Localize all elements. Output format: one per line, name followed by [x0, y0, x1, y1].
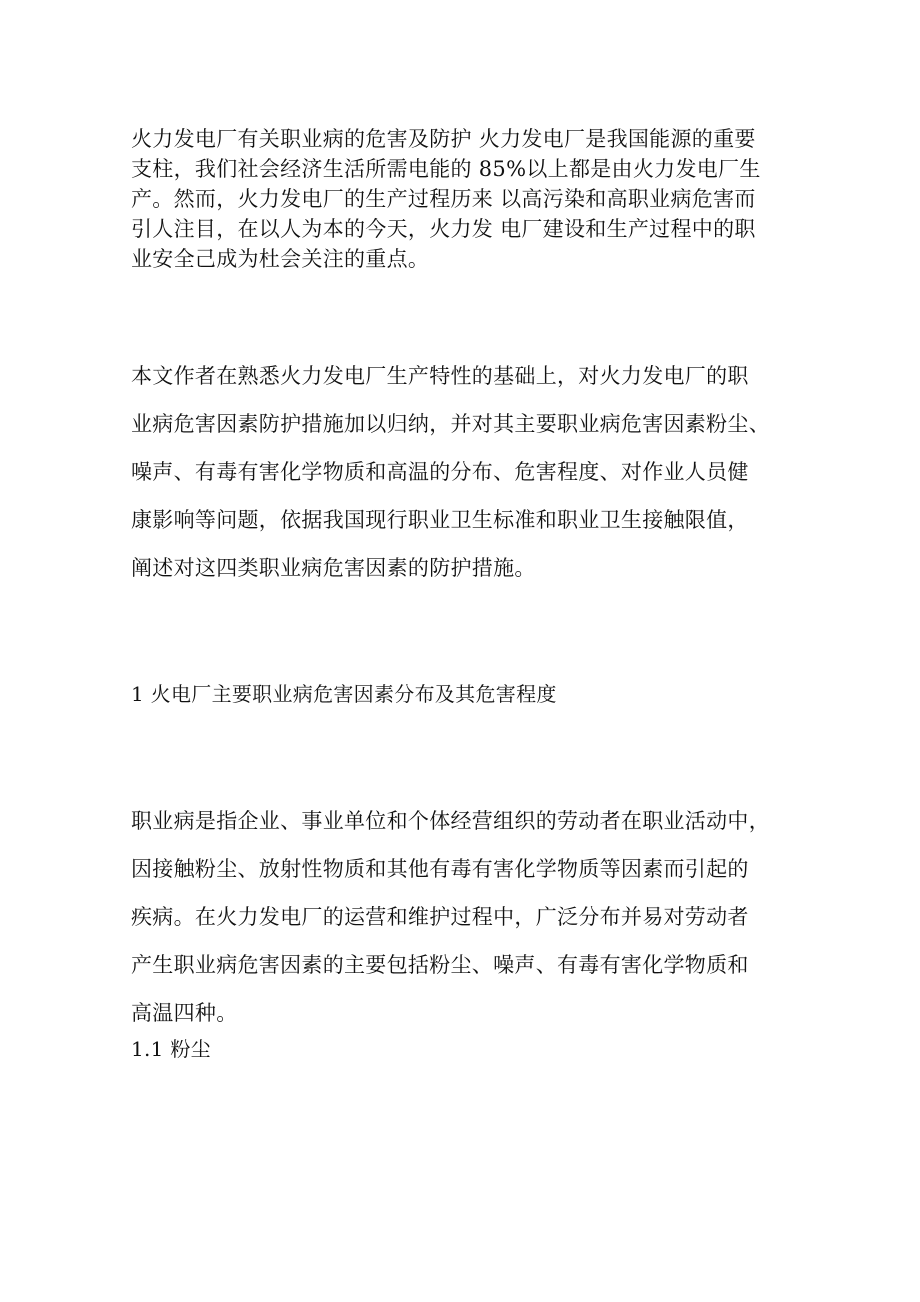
subsection-heading: 1.1 粉尘 [131, 1037, 211, 1061]
paragraph-line: 职业病是指企业、事业单位和个体经营组织的劳动者在职业活动中， [131, 809, 770, 833]
paragraph-line: 噪声、有毒有害化学物质和高温的分布、危害程度、对作业人员健 [131, 460, 749, 484]
paragraph-line: 阐述对这四类职业病危害因素的防护措施。 [131, 556, 536, 580]
paragraph-line: 康影响等问题，依据我国现行职业卫生标准和职业卫生接触限值， [131, 508, 749, 532]
paragraph-line: 产生职业病危害因素的主要包括粉尘、噪声、有毒有害化学物质和 [131, 953, 749, 977]
intro-line: 业安全己成为杜会关注的重点。 [131, 247, 430, 271]
paragraph-line: 业病危害因素防护措施加以归纳，并对其主要职业病危害因素粉尘、 [131, 412, 770, 436]
section-heading: 1 火电厂主要职业病危害因素分布及其危害程度 [131, 682, 557, 706]
intro-line: 火力发电厂有关职业病的危害及防护 火力发电厂是我国能源的重要 [131, 127, 756, 151]
paragraph-line: 疾病。在火力发电厂的运营和维护过程中，广泛分布并易对劳动者 [131, 905, 749, 929]
paragraph-line: 高温四种。 [131, 1001, 238, 1025]
intro-line: 产。然而，火力发电厂的生产过程历来 以高污染和高职业病危害而 [131, 187, 756, 211]
paragraph-line: 因接触粉尘、放射性物质和其他有毒有害化学物质等因素而引起的 [131, 857, 749, 881]
intro-line: 支柱，我们社会经济生活所需电能的 85%以上都是由火力发电厂生 [131, 157, 761, 181]
paragraph-line: 本文作者在熟悉火力发电厂生产特性的基础上，对火力发电厂的职 [131, 364, 749, 388]
intro-line: 引人注目，在以人为本的今天，火力发 电厂建设和生产过程中的职 [131, 217, 756, 241]
